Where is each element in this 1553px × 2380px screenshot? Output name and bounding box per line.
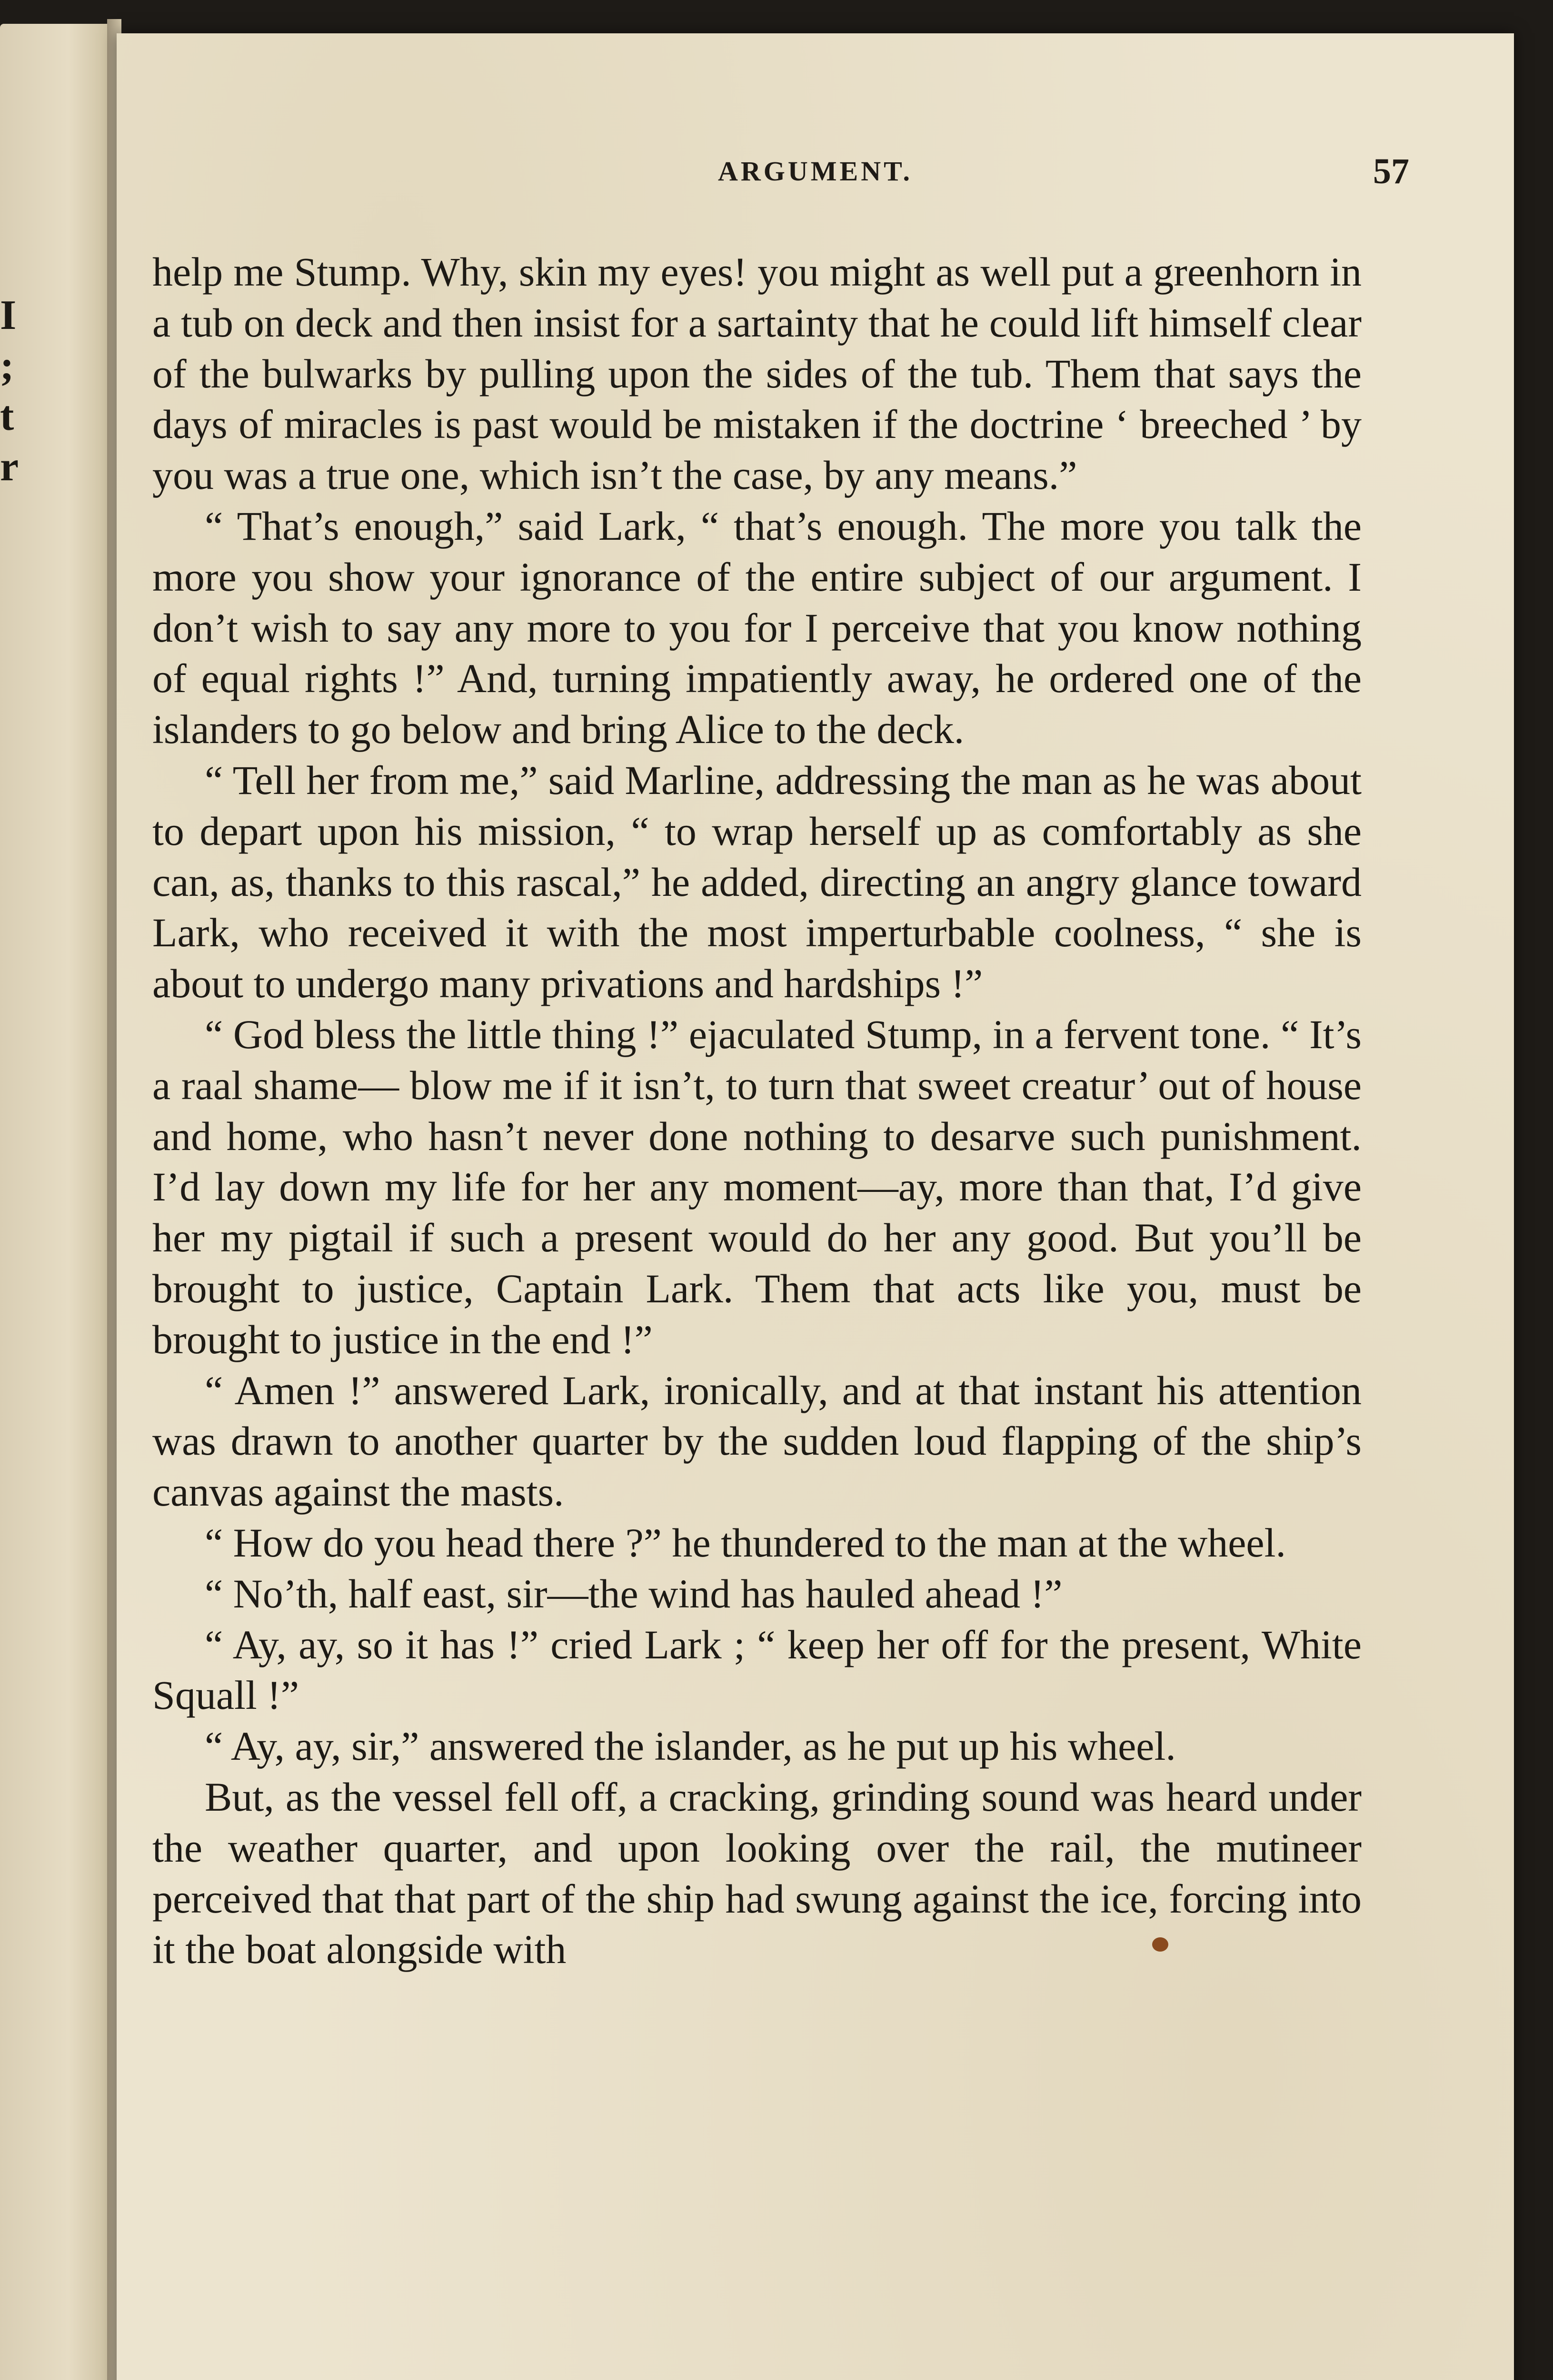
paragraph: “ Ay, ay, sir,” answered the islander, as he put up his wheel. [205, 1723, 1176, 1769]
running-title: ARGUMENT. [718, 156, 913, 187]
paragraph: “ How do you head there ?” he thundered to the man at the wheel. [205, 1519, 1286, 1566]
paragraph: “ God bless the little thing !” ejaculated Stump, in a fervent tone. “ It’s a raal shame— blow me if it isn’t, to turn that sweet creatur’ out of house and home, who hasn’t never done nothing to desarve such punishment. I’d lay down my life for her any moment—ay, more than that, I’d give her my pigtail if such a present would do her any good. But you’ll be brought to justice, Captain Lark. Them that acts like you, must be brought to justice in the end !” [152, 1011, 1362, 1362]
paragraph: help me Stump. Why, skin my eyes! you might as well put a greenhorn in a tub on deck and then insist for a sartainty that he could lift himself clear of the bulwarks by pulling upon the sides of the tub. Them that says the days of miracles is past would be mistaken if the doctrine ‘ breeched ’ by you was a true one, which isn’t the case, by any means.” [152, 249, 1362, 498]
paragraph: “ No’th, half east, sir—the wind has hauled ahead !” [205, 1570, 1063, 1616]
book-page [117, 33, 1514, 2380]
fragment-letter: r [0, 444, 19, 490]
ink-stain [1152, 1937, 1168, 1952]
fragment-letter: ; [0, 343, 14, 389]
previous-page-edge [0, 24, 114, 2380]
paragraph: “ Ay, ay, so it has !” cried Lark ; “ keep her off for the present, White Squall !” [152, 1621, 1362, 1718]
paragraph: But, as the vessel fell off, a cracking, grinding sound was heard under the weather quarter, and upon looking over the rail, the mutineer perceived that that part of the ship had swung against the ice, forcing into it the boat alongside with [152, 1774, 1362, 1973]
previous-page-fragments [0, 290, 19, 492]
running-head [117, 143, 1514, 200]
fragment-letter: t [0, 393, 14, 439]
paragraph: “ Tell her from me,” said Marline, addressing the man as he was about to depart upon his mission, “ to wrap herself up as comfortably as she can, as, thanks to this rascal,” he added, directing an angry glance toward Lark, who received it with the most imperturbable coolness, “ she is about to undergo many privations and hardships !” [152, 757, 1362, 1007]
fragment-letter: I [0, 292, 17, 338]
page-number: 57 [1373, 151, 1409, 191]
paragraph: “ Amen !” answered Lark, ironically, and at that instant his attention was drawn to another quarter by the sudden loud flapping of the ship’s canvas against the masts. [152, 1367, 1362, 1515]
body-text [152, 247, 1362, 1975]
paragraph: “ That’s enough,” said Lark, “ that’s enough. The more you talk the more you show your ignorance of the entire subject of our argument. I don’t wish to say any more to you for I perceive that you know nothing of equal rights !” And, turning impatiently away, he ordered one of the islanders to go below and bring Alice to the deck. [152, 503, 1362, 753]
